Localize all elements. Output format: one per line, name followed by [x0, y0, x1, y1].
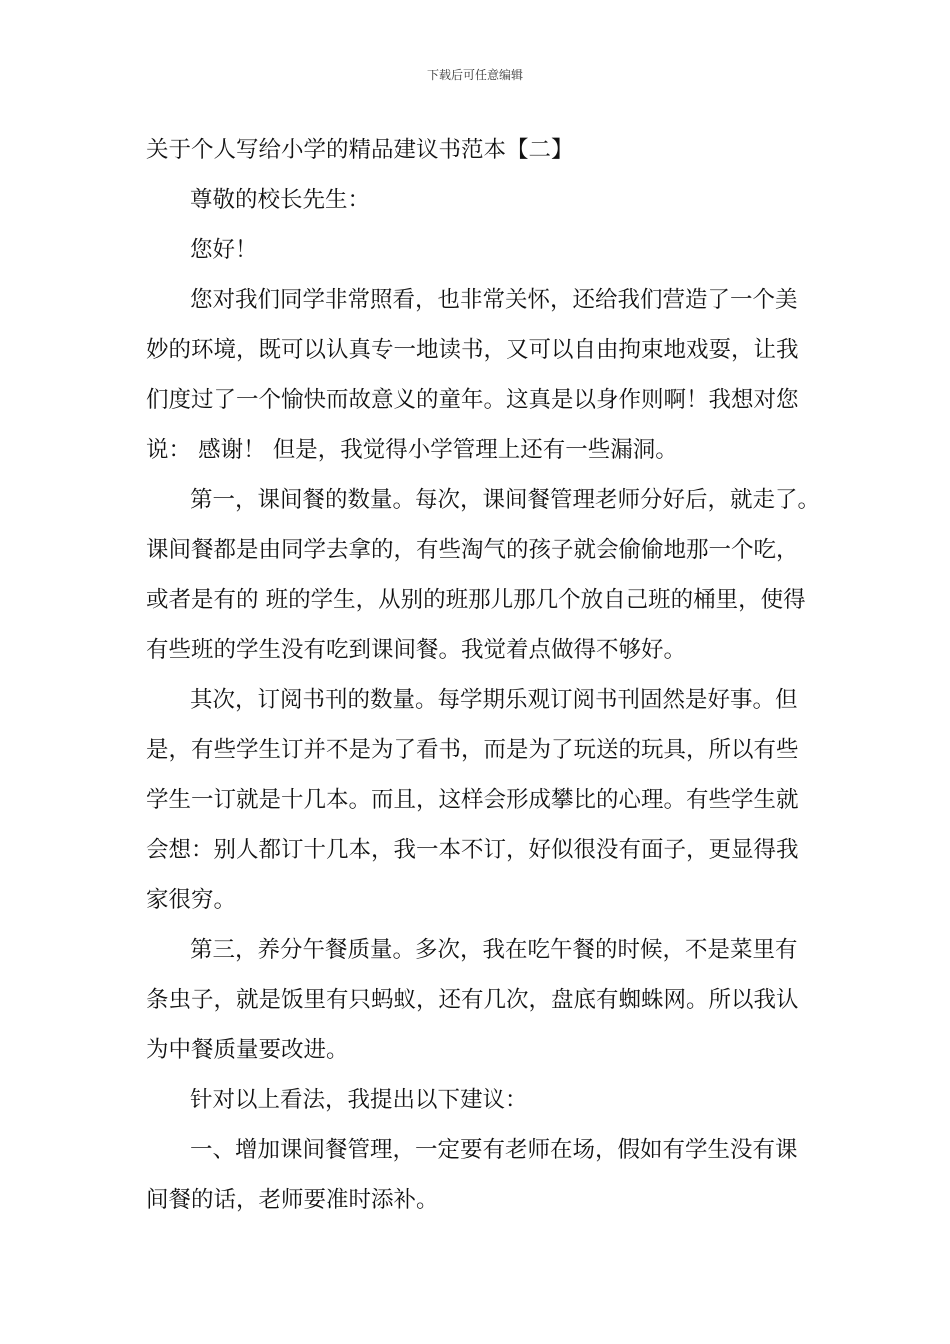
greeting: 您好！: [190, 237, 258, 263]
paragraph-line: 针对以上看法，我提出以下建议：: [190, 1087, 528, 1113]
paragraph-line: 学生一订就是十几本。而且，这样会形成攀比的心理。有些学生就: [146, 787, 799, 813]
paragraph-line: 们度过了一个愉快而故意义的童年。这真是以身作则啊！我想对您: [146, 387, 799, 413]
paragraph-line: 您对我们同学非常照看，也非常关怀，还给我们营造了一个美: [190, 287, 798, 313]
paragraph-line: 或者是有的 班的学生，从别的班那儿那几个放自己班的桶里，使得: [146, 587, 806, 613]
paragraph-line: 为中餐质量要改进。: [146, 1037, 349, 1063]
salutation: 尊敬的校长先生：: [190, 187, 371, 213]
paragraph-line: 间餐的话，老师要准时添补。: [146, 1187, 439, 1213]
paragraph-line: 有些班的学生没有吃到课间餐。我觉着点做得不够好。: [146, 637, 687, 663]
paragraph-line: 条虫子，就是饭里有只蚂蚁，还有几次，盘底有蜘蛛网。所以我认: [146, 987, 799, 1013]
header-note: 下载后可任意编辑: [426, 68, 523, 82]
paragraph-line: 其次，订阅书刊的数量。每学期乐观订阅书刊固然是好事。但: [190, 687, 798, 713]
paragraph-line: 妙的环境，既可以认真专一地读书，又可以自由拘束地戏耍，让我: [146, 337, 799, 363]
paragraph-line: 是，有些学生订并不是为了看书，而是为了玩送的玩具，所以有些: [146, 737, 799, 763]
paragraph-line: 第一，课间餐的数量。每次，课间餐管理老师分好后，就走了。: [190, 487, 821, 513]
paragraph-line: 一、增加课间餐管理，一定要有老师在场，假如有学生没有课: [190, 1137, 798, 1163]
document-body: [146, 125, 822, 1225]
paragraph-line: 第三，养分午餐质量。多次，我在吃午餐的时候，不是菜里有: [190, 937, 798, 963]
paragraph-line: 课间餐都是由同学去拿的，有些淘气的孩子就会偷偷地那一个吃，: [146, 537, 799, 563]
document-title: 关于个人写给小学的精品建议书范本【二】: [146, 137, 574, 163]
paragraph-line: 家很穷。: [146, 887, 237, 913]
paragraph-line: 说： 感谢！ 但是，我觉得小学管理上还有一些漏洞。: [146, 437, 678, 463]
paragraph-line: 会想：别人都订十几本，我一本不订，好似很没有面子，更显得我: [146, 837, 799, 863]
